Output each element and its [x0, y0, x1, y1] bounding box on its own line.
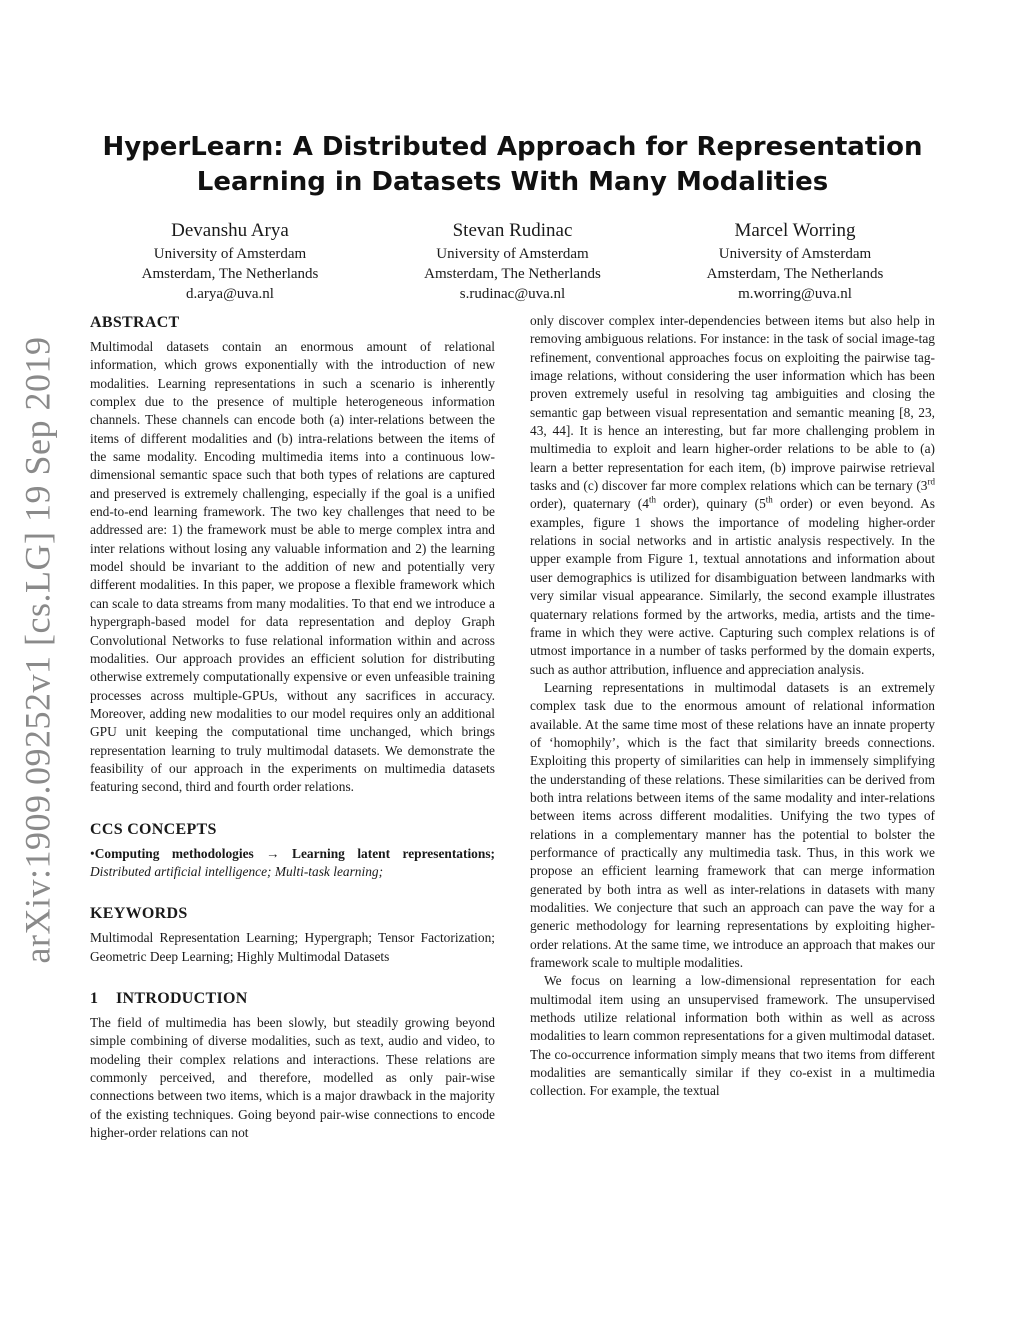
title-line-2: Learning in Datasets With Many Modalities — [196, 167, 829, 197]
author-block — [90, 218, 935, 304]
author-3 — [655, 218, 935, 304]
author-name: Stevan Rudinac — [452, 220, 573, 241]
intro-p1-part-c: order), quinary (5 — [655, 496, 766, 512]
section-title: INTRODUCTION — [116, 989, 248, 1007]
abstract-heading: ABSTRACT — [90, 314, 180, 331]
introduction-heading — [90, 988, 495, 1010]
arxiv-stamp-text: arXiv:1909.09252v1 [cs.LG] 19 Sep 2019 — [17, 336, 58, 964]
ccs-italic-concepts: Distributed artificial intelligence; Multi-task learning; — [90, 863, 384, 879]
author-affiliation: University of Amsterdam — [153, 246, 307, 262]
abstract-text: Multimodal datasets contain an enormous amount of relational information, which grows exponentially with the introduction of new modalities. Learning representations in such a scenario is inherently complex due to the presence of multiple heterogeneous information channels. These channels can encode both (a) inter-relations between the items of different modalities and (b) intra-relations between the items of the same modality. Encoding multimedia items into a continuous low-dimensional semantic space such that both types of relations are captured and preserved is extremely challenging, especially if the goal is a unified end-to-end learning framework. The two key challenges that need to be addressed are: 1) the framework must be able to merge complex intra and inter relations without losing any valuable information and 2) the learning model should be invariant to the addition of new and potentially very different modalities. In this paper, we propose a flexible framework which can scale to data streams from many modalities. To that end we introduce a hypergraph-based model for data representation and deploy Graph Convolutional Networks to fuse relational information within and across modalities. Our approach provides an efficient solution for distributing otherwise extremely computationally expensive or even unfeasible training processes across multiple-GPUs, without any sacrifices in accuracy. Moreover, adding new modalities to our model requires only an additional GPU unit keeping the computational time unchanged, which brings representation learning to truly multimodal datasets. We demonstrate the feasibility of our approach in the experiments on multimedia datasets featuring second, third and fourth order relations. — [90, 339, 495, 795]
author-location: Amsterdam, The Netherlands — [706, 266, 884, 282]
author-affiliation: University of Amsterdam — [436, 246, 589, 262]
section-number: 1 — [90, 989, 99, 1007]
intro-p1-part-a: only discover complex inter-dependencies between items but also help in removing ambiguous relations. For instance: in the task of social image-tag refinement, conventional approaches focus on exploiting the pairwise tag-image relations, without considering the user information which has been proven extremely useful in resolving tag ambiguities and closing the semantic gap between visual representation and semantic meaning [8, 23, 43, 44]. It is hence an interesting, but far more challenging problem in multimedia to exploit and learn higher-order relations to be able to (a) learn a better representation for each item, (b) improve pairwise retrieval tasks and (c) discover far more complex relations which can be ternary (3 — [530, 313, 935, 494]
author-2 — [373, 218, 653, 304]
intro-paragraph-2: Learning representations in multimodal datasets is an extremely complex task due to the enormous amount of relational information available. At the same time most of these relations have an innate property of ‘homophily’, which is the fact that similarity breeds connections. Exploiting this property of similarities can help in immensely simplifying the understanding of these relations. These similarities can be derived from both intra relations between items of the same modality and inter-relations between items across different modalities. Unifying the two types of relations in a complementary manner has the potential to bolster the performance of practically any multimedia task. Thus, in this work we propose an efficient learning framework that can merge information generated by both intra as well as inter-relations in datasets with many modalities. We conjecture that such an approach can pave the way for a generic methodology for learning representations by exploiting higher-order relations. At the same time, we introduce an approach that makes our framework scale to multiple modalities. — [530, 679, 935, 971]
intro-p1-part-b: order), quaternary (4 — [530, 496, 649, 512]
superscript-rd: rd — [927, 476, 935, 487]
ccs-heading: CCS CONCEPTS — [90, 820, 217, 838]
keywords-heading: KEYWORDS — [90, 905, 188, 923]
author-email: s.rudinac@uva.nl — [459, 286, 566, 302]
left-column — [90, 312, 495, 1142]
intro-paragraph-1-start: The field of multimedia has been slowly, but steadily growing beyond simple combining of diverse modalities, such as text, audio and video, to modeling their complex relations and interactions. These relations are commonly perceived, and therefore, modelled as only pair-wise connections between two items, which is a major drawback in the majority of the existing techniques. Going beyond pair-wise connections to encode higher-order relations can not — [90, 1014, 495, 1141]
author-email: d.arya@uva.nl — [186, 286, 274, 302]
author-email: m.worring@uva.nl — [738, 286, 852, 302]
ccs-concepts-text — [90, 845, 495, 882]
superscript-th-5: th — [765, 494, 773, 505]
intro-paragraph-3: We focus on learning a low-dimensional representation for each multimodal item using an unsupervised framework. The unsupervised methods utilize relational information both within as well as across modalities to learn common representations for a given multimodal dataset. The co-occurrence information simply means that two items from different modalities are semantically similar if they co-exist in a multimedia collection. For example, the textual — [530, 973, 935, 1099]
paper-title — [90, 130, 935, 200]
author-location: Amsterdam, The Netherlands — [141, 266, 319, 282]
intro-p1-part-d: order) or even beyond. As examples, figure 1 shows the importance of modeling higher-order relations in social networks and in artistic analysis respectively. In the upper example from Figure 1, textual annotations and information about user demographics is utilized for disambiguation between landmarks with very similar visual appearance. Similarly, the second example illustrates quaternary relations formed by the artworks, media, artists and the time-frame in which they were active. Capturing such complex relations is of utmost importance in a number of tasks performed by the domain experts, such as author attribution, influence and appreciation analysis. — [530, 496, 935, 677]
author-affiliation: University of Amsterdam — [718, 246, 872, 262]
arxiv-identifier-stamp — [14, 336, 60, 964]
author-1 — [90, 218, 370, 304]
title-line-1: HyperLearn: A Distributed Approach for Representation — [102, 132, 923, 162]
author-name: Marcel Worring — [734, 220, 856, 241]
intro-paragraph-1-continued — [530, 312, 935, 679]
keywords-text: Multimodal Representation Learning; Hypergraph; Tensor Factorization; Geometric Deep Learning; Highly Multimodal Datasets — [90, 930, 495, 964]
author-location: Amsterdam, The Netherlands — [424, 266, 601, 282]
right-column — [530, 312, 935, 1101]
author-name: Devanshu Arya — [171, 220, 289, 241]
ccs-bullet: • — [90, 845, 95, 861]
superscript-th-4: th — [648, 494, 656, 505]
ccs-bold-concepts: Computing methodologies → Learning latent representations; — [94, 845, 495, 861]
